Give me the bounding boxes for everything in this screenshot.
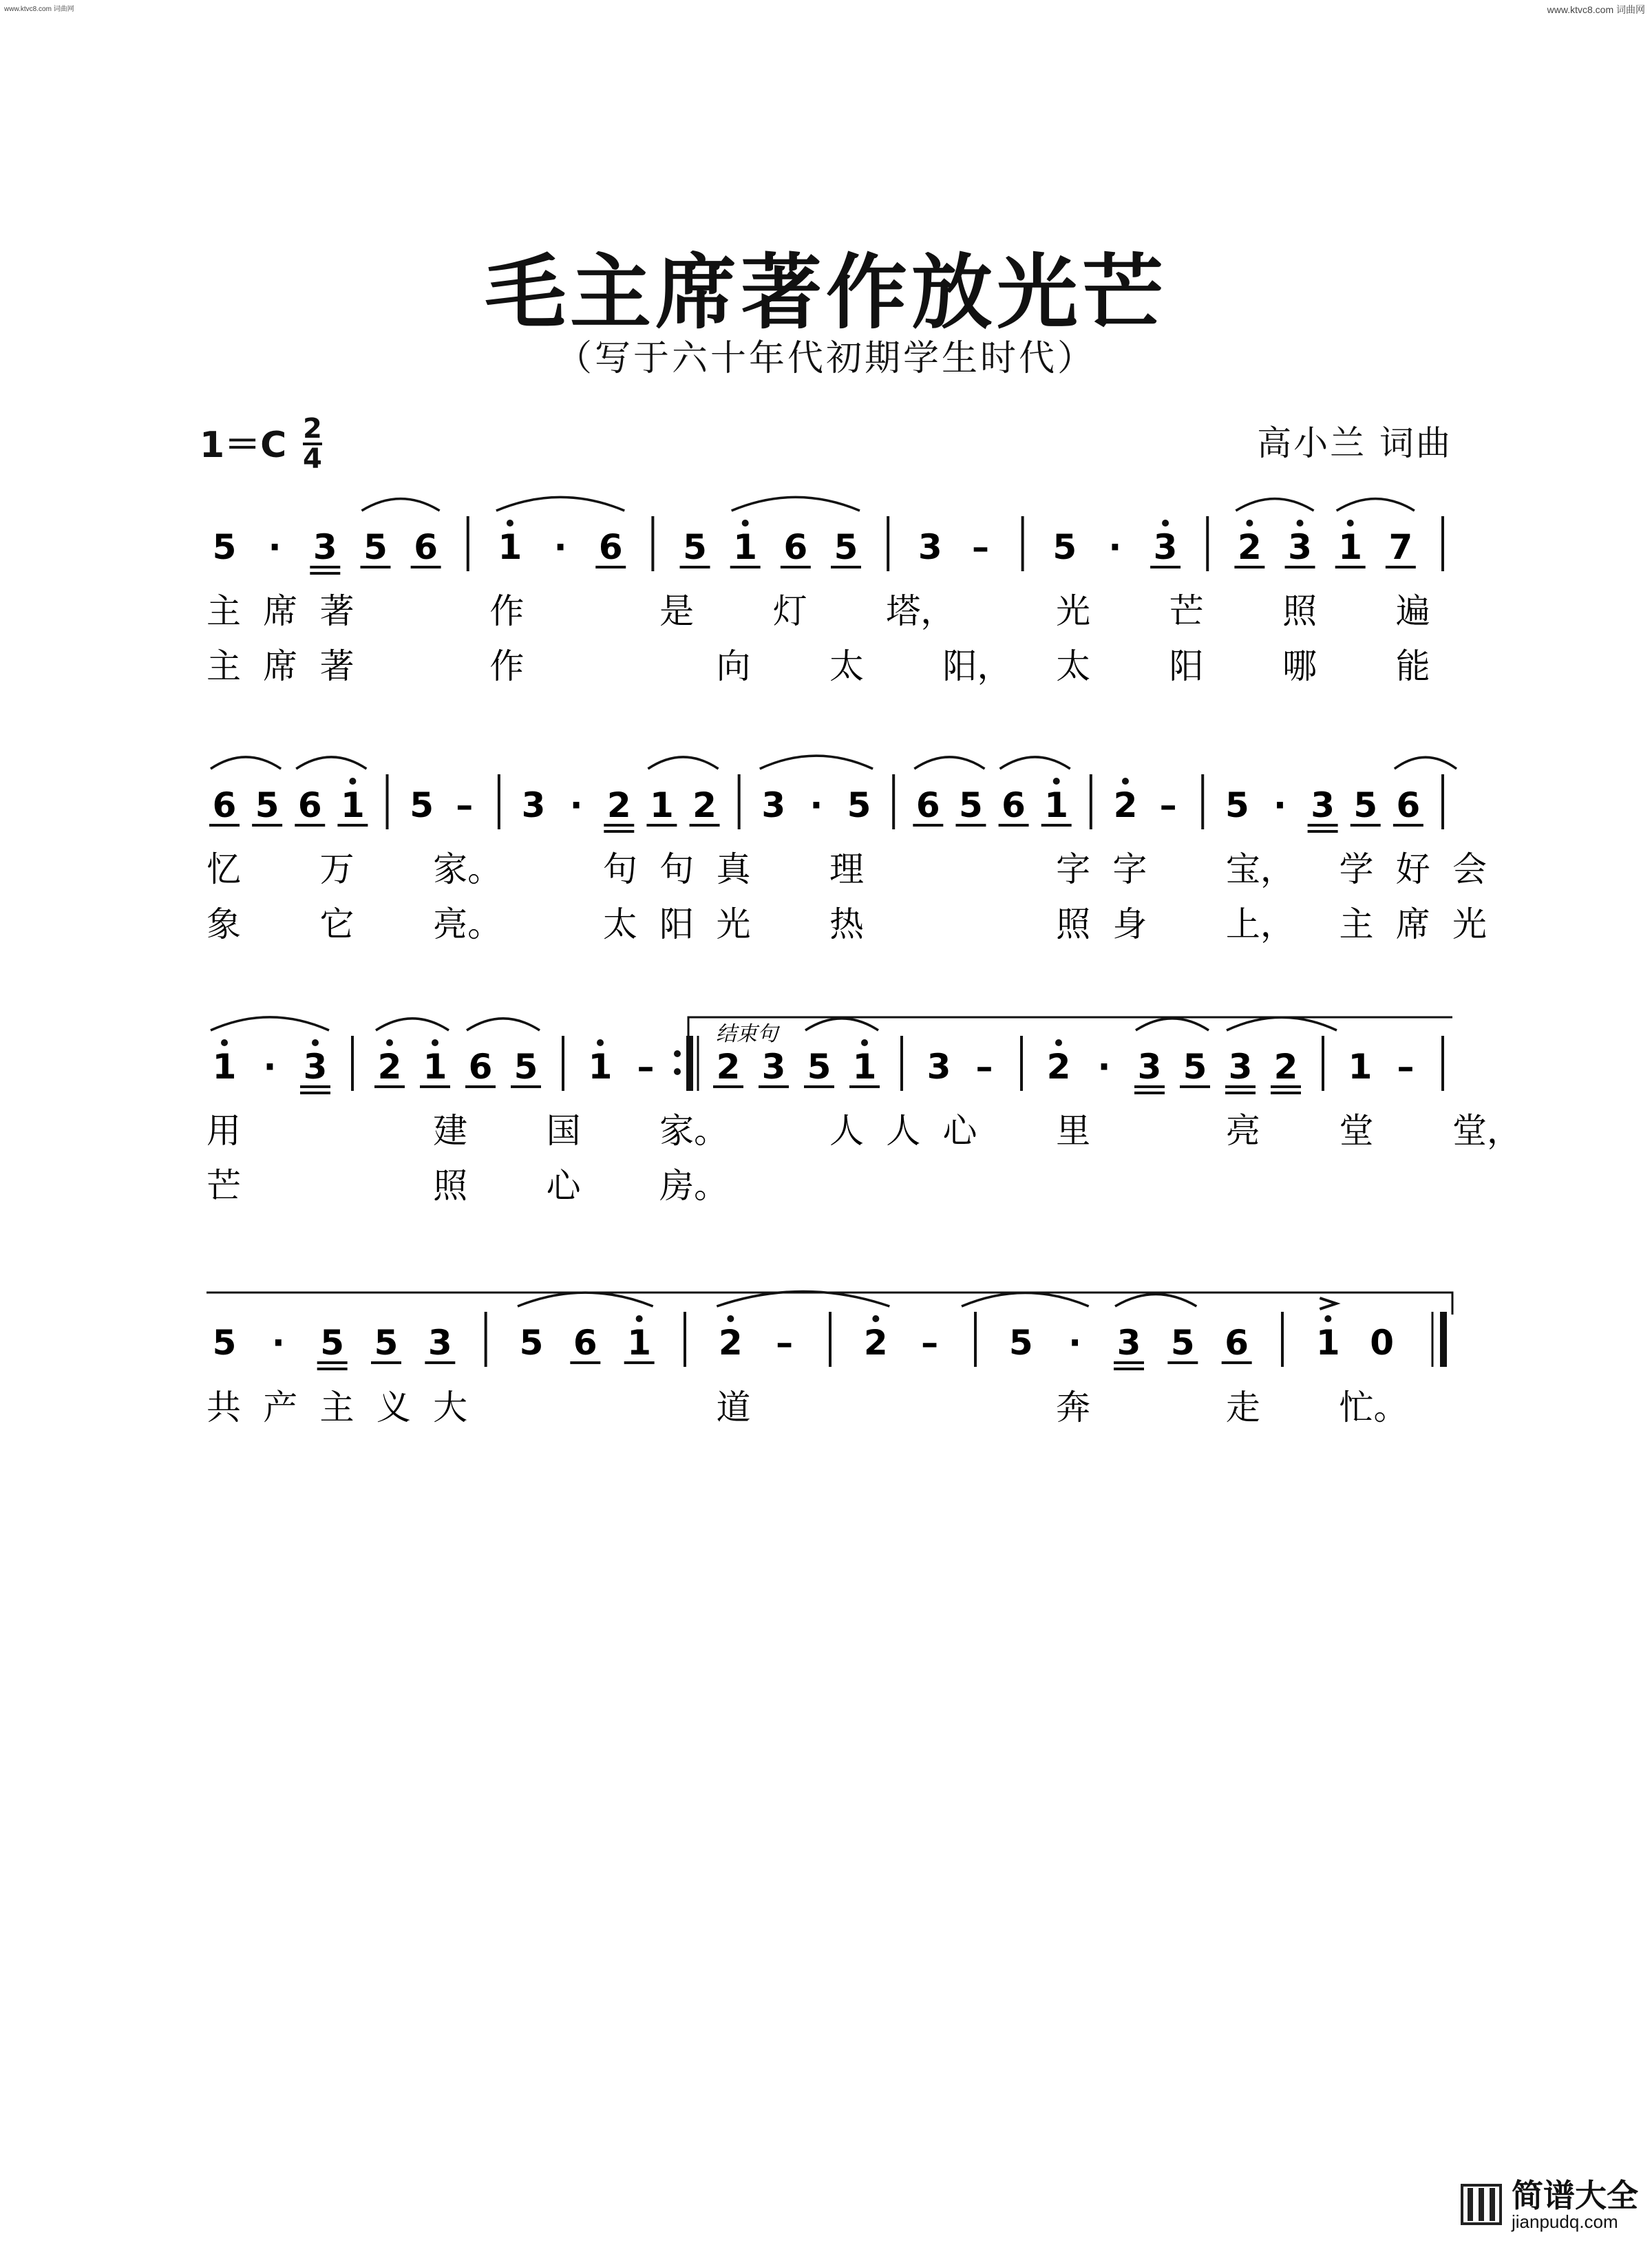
lyric-char: 字 bbox=[1056, 849, 1091, 889]
lyric-char: 作 bbox=[489, 646, 525, 686]
lyric-char: 灯 bbox=[772, 591, 807, 631]
logo-name: 简谱大全 bbox=[1512, 2177, 1638, 2214]
lyric-char: 建 bbox=[433, 1111, 468, 1151]
lyric-char: 著 bbox=[319, 591, 354, 631]
lyric-char: 走 bbox=[1225, 1388, 1260, 1427]
lyric-char: 塔， bbox=[886, 591, 955, 631]
lyric-char: 亮。 bbox=[433, 904, 502, 944]
note: 3 bbox=[761, 785, 786, 825]
note: 6 bbox=[468, 1047, 493, 1087]
lyric-char: 照 bbox=[1056, 904, 1091, 944]
lyric-char: 家。 bbox=[659, 1111, 729, 1151]
slur bbox=[1136, 1019, 1209, 1030]
lyric-char: 阳 bbox=[1169, 646, 1204, 686]
note: 3 bbox=[521, 785, 546, 825]
slur bbox=[1000, 757, 1070, 769]
note: 6 bbox=[783, 527, 808, 567]
note: 3 bbox=[918, 527, 942, 567]
slur bbox=[1337, 499, 1415, 511]
slur bbox=[211, 757, 281, 769]
octave-dot bbox=[386, 1039, 393, 1046]
note: 5 bbox=[255, 785, 279, 825]
lyric-char: 里 bbox=[1056, 1111, 1091, 1151]
note: · bbox=[263, 1047, 277, 1087]
lyric-char: 国 bbox=[546, 1111, 581, 1151]
lyric-char: 光 bbox=[1452, 904, 1487, 944]
lyric-char: 忙。 bbox=[1339, 1388, 1408, 1427]
lyric-char: 席 bbox=[263, 646, 298, 686]
octave-dot bbox=[597, 1039, 604, 1046]
note: 1 bbox=[1315, 1323, 1340, 1363]
octave-dot bbox=[221, 1039, 228, 1046]
note: 2 bbox=[1046, 1047, 1071, 1087]
note: 5 bbox=[1008, 1323, 1033, 1363]
right-watermark: www.ktvc8.com 词曲网 bbox=[1547, 4, 1645, 15]
lyric-char: 热 bbox=[829, 904, 864, 944]
lyric-char: 芒 bbox=[1169, 591, 1204, 631]
note: 6 bbox=[212, 785, 237, 825]
lyric-char: 芒 bbox=[206, 1166, 241, 1206]
note: · bbox=[268, 527, 282, 567]
slur bbox=[1115, 1294, 1196, 1306]
lyric-char: 句 bbox=[602, 849, 637, 889]
octave-dot bbox=[1347, 520, 1354, 527]
octave-dot bbox=[1162, 520, 1169, 527]
note: 6 bbox=[1002, 785, 1026, 825]
lyric-char: 真 bbox=[716, 849, 751, 889]
octave-dot bbox=[636, 1315, 643, 1322]
slur bbox=[376, 1019, 449, 1030]
octave-dot bbox=[727, 1315, 734, 1322]
note: 5 bbox=[807, 1047, 832, 1087]
slur bbox=[962, 1293, 1089, 1306]
octave-dot bbox=[507, 520, 513, 527]
lyric-char: 万 bbox=[319, 849, 354, 889]
note: · bbox=[1068, 1323, 1082, 1363]
piano-keys-icon bbox=[1461, 2184, 1502, 2225]
note: 5 bbox=[320, 1323, 345, 1363]
lyric-char: 哪 bbox=[1282, 646, 1317, 686]
lyric-char: 上， bbox=[1225, 904, 1295, 944]
note: 5 bbox=[212, 1323, 237, 1363]
slur bbox=[914, 757, 984, 769]
note: 2 bbox=[716, 1047, 741, 1087]
slur bbox=[732, 497, 860, 511]
note: – bbox=[1397, 1047, 1415, 1087]
note: 3 bbox=[761, 1047, 786, 1087]
lyric-char: 它 bbox=[319, 904, 354, 944]
note: 2 bbox=[718, 1323, 743, 1363]
note: 3 bbox=[1311, 785, 1335, 825]
slur bbox=[211, 1017, 329, 1030]
note: 3 bbox=[303, 1047, 328, 1087]
note: 1 bbox=[498, 527, 522, 567]
note: · bbox=[271, 1323, 285, 1363]
slur bbox=[805, 1019, 878, 1030]
octave-dot bbox=[742, 520, 749, 527]
coda-bracket bbox=[206, 1293, 1452, 1315]
left-watermark: www.ktvc8.com 词曲网 bbox=[4, 6, 74, 13]
song-title: 毛主席著作放光芒 bbox=[484, 244, 1167, 340]
slur bbox=[518, 1293, 653, 1306]
lyric-char: 奔 bbox=[1056, 1388, 1091, 1427]
lyric-char: 照 bbox=[1282, 591, 1317, 631]
lyric-char: 心 bbox=[546, 1166, 581, 1206]
lyric-char: 主 bbox=[206, 591, 241, 631]
note: 5 bbox=[1170, 1323, 1195, 1363]
note: 6 bbox=[598, 527, 623, 567]
lyric-char: 太 bbox=[829, 646, 864, 686]
note: 5 bbox=[519, 1323, 544, 1363]
lyric-char: 太 bbox=[1056, 646, 1091, 686]
note: · bbox=[809, 785, 823, 825]
lyric-char: 阳 bbox=[659, 904, 695, 944]
lyric-char: 义 bbox=[376, 1388, 411, 1427]
note: 1 bbox=[733, 527, 758, 567]
note: 2 bbox=[1113, 785, 1138, 825]
note: 3 bbox=[1288, 527, 1312, 567]
octave-dot bbox=[1122, 778, 1129, 785]
note: 2 bbox=[377, 1047, 402, 1087]
accent-mark bbox=[1320, 1298, 1336, 1309]
slur bbox=[361, 499, 439, 511]
lyric-char: 象 bbox=[206, 904, 241, 944]
octave-dot bbox=[1297, 520, 1304, 527]
note: 2 bbox=[606, 785, 631, 825]
note: · bbox=[553, 527, 567, 567]
octave-dot bbox=[1055, 1039, 1062, 1046]
note: 5 bbox=[513, 1047, 538, 1087]
note: · bbox=[1097, 1047, 1111, 1087]
note: 5 bbox=[1225, 785, 1249, 825]
slur bbox=[648, 757, 718, 769]
slur bbox=[296, 757, 366, 769]
note: · bbox=[1273, 785, 1286, 825]
repeat-dot bbox=[674, 1050, 681, 1057]
lyric-char: 主 bbox=[206, 646, 241, 686]
note: 2 bbox=[1237, 527, 1262, 567]
note: 1 bbox=[650, 785, 674, 825]
composer-credit: 高小兰 词曲 bbox=[1257, 423, 1452, 463]
lyric-char: 道 bbox=[716, 1388, 751, 1427]
note: – bbox=[456, 785, 474, 825]
lyric-char: 主 bbox=[319, 1388, 354, 1427]
site-logo bbox=[1461, 2178, 1638, 2231]
section-label: 结束句 bbox=[716, 1022, 778, 1046]
note: – bbox=[1159, 785, 1177, 825]
slur bbox=[760, 756, 873, 769]
note: 5 bbox=[212, 527, 237, 567]
note: 6 bbox=[1396, 785, 1421, 825]
lyric-char: 身 bbox=[1112, 904, 1147, 944]
note: 2 bbox=[863, 1323, 888, 1363]
lyric-char: 是 bbox=[659, 591, 695, 631]
lyric-char: 堂 bbox=[1339, 1111, 1374, 1151]
note: – bbox=[921, 1323, 939, 1363]
lyric-char: 理 bbox=[829, 849, 864, 889]
lyric-char: 主 bbox=[1339, 904, 1374, 944]
note: 1 bbox=[340, 785, 365, 825]
note: 0 bbox=[1370, 1323, 1395, 1363]
slur bbox=[467, 1019, 540, 1030]
note: 7 bbox=[1388, 527, 1413, 567]
note: 1 bbox=[1044, 785, 1069, 825]
lyric-char: 句 bbox=[659, 849, 695, 889]
lyric-char: 共 bbox=[206, 1388, 241, 1427]
note: 1 bbox=[423, 1047, 447, 1087]
note: – bbox=[637, 1047, 655, 1087]
lyric-char: 宝， bbox=[1225, 849, 1295, 889]
ending-bracket bbox=[688, 1017, 1452, 1039]
lyric-char: 人 bbox=[829, 1111, 864, 1151]
note: 5 bbox=[847, 785, 871, 825]
lyric-char: 著 bbox=[319, 646, 354, 686]
octave-dot bbox=[312, 1039, 319, 1046]
note: – bbox=[776, 1323, 794, 1363]
slur bbox=[1395, 757, 1457, 769]
note: 6 bbox=[915, 785, 940, 825]
slur bbox=[1227, 1017, 1337, 1030]
octave-dot bbox=[1246, 520, 1253, 527]
note: 2 bbox=[1273, 1047, 1298, 1087]
lyric-char: 好 bbox=[1395, 849, 1430, 889]
note: 5 bbox=[410, 785, 434, 825]
slur bbox=[496, 497, 624, 511]
octave-dot bbox=[349, 778, 356, 785]
note: 3 bbox=[313, 527, 337, 567]
lyric-char: 太 bbox=[602, 904, 637, 944]
note: 5 bbox=[959, 785, 983, 825]
note: 1 bbox=[588, 1047, 613, 1087]
note: 5 bbox=[1052, 527, 1077, 567]
lyric-char: 字 bbox=[1112, 849, 1147, 889]
lyric-char: 忆 bbox=[206, 849, 241, 889]
note: 6 bbox=[1225, 1323, 1249, 1363]
lyric-char: 席 bbox=[1395, 904, 1430, 944]
lyric-char: 人 bbox=[886, 1111, 921, 1151]
time-signature-top: 2 bbox=[303, 413, 322, 445]
lyric-char: 学 bbox=[1339, 849, 1374, 889]
lyric-char: 能 bbox=[1395, 646, 1430, 686]
lyric-char: 遍 bbox=[1395, 591, 1430, 631]
note: · bbox=[569, 785, 583, 825]
note: 1 bbox=[212, 1047, 237, 1087]
lyric-char: 产 bbox=[263, 1388, 298, 1427]
note: 3 bbox=[1116, 1323, 1141, 1363]
note: 6 bbox=[414, 527, 438, 567]
lyric-char: 光 bbox=[1056, 591, 1091, 631]
note: 1 bbox=[1348, 1047, 1373, 1087]
note: · bbox=[1108, 527, 1122, 567]
note: 5 bbox=[374, 1323, 399, 1363]
lyric-char: 心 bbox=[942, 1111, 977, 1151]
note: 1 bbox=[1338, 527, 1363, 567]
note: 2 bbox=[692, 785, 717, 825]
slur bbox=[1236, 499, 1313, 511]
key-signature: 1＝C bbox=[200, 425, 287, 466]
lyric-char: 向 bbox=[716, 646, 751, 686]
note: 3 bbox=[1153, 527, 1178, 567]
lyric-char: 阳， bbox=[942, 646, 1012, 686]
lyric-char: 大 bbox=[433, 1388, 468, 1427]
lyric-char: 亮 bbox=[1225, 1111, 1260, 1151]
lyric-char: 堂， bbox=[1452, 1111, 1521, 1151]
note: 1 bbox=[627, 1323, 652, 1363]
note: 5 bbox=[1183, 1047, 1207, 1087]
note: – bbox=[971, 527, 989, 567]
octave-dot bbox=[432, 1039, 438, 1046]
lyric-char: 家。 bbox=[433, 849, 502, 889]
slur bbox=[717, 1291, 889, 1306]
note: 3 bbox=[1137, 1047, 1162, 1087]
note: 5 bbox=[1353, 785, 1378, 825]
time-signature-bottom: 4 bbox=[303, 443, 322, 475]
lyric-char: 席 bbox=[263, 591, 298, 631]
note: – bbox=[975, 1047, 993, 1087]
note: 5 bbox=[683, 527, 707, 567]
note: 3 bbox=[926, 1047, 951, 1087]
note: 5 bbox=[363, 527, 388, 567]
logo-site: jianpudq.com bbox=[1512, 2211, 1618, 2232]
lyric-char: 房。 bbox=[659, 1166, 729, 1206]
note: 3 bbox=[1228, 1047, 1253, 1087]
octave-dot bbox=[861, 1039, 868, 1046]
lyric-char: 作 bbox=[489, 591, 525, 631]
repeat-dot bbox=[674, 1068, 681, 1075]
lyric-char: 照 bbox=[433, 1166, 468, 1206]
octave-dot bbox=[1324, 1315, 1331, 1322]
note: 6 bbox=[573, 1323, 597, 1363]
octave-dot bbox=[872, 1315, 879, 1322]
note: 5 bbox=[834, 527, 858, 567]
song-subtitle: （写于六十年代初期学生时代） bbox=[555, 338, 1096, 379]
lyric-char: 光 bbox=[716, 904, 751, 944]
note: 1 bbox=[852, 1047, 877, 1087]
lyric-char: 用 bbox=[206, 1111, 241, 1151]
octave-dot bbox=[1053, 778, 1060, 785]
lyric-char: 会 bbox=[1452, 849, 1487, 889]
note: 3 bbox=[427, 1323, 452, 1363]
note: 6 bbox=[297, 785, 322, 825]
